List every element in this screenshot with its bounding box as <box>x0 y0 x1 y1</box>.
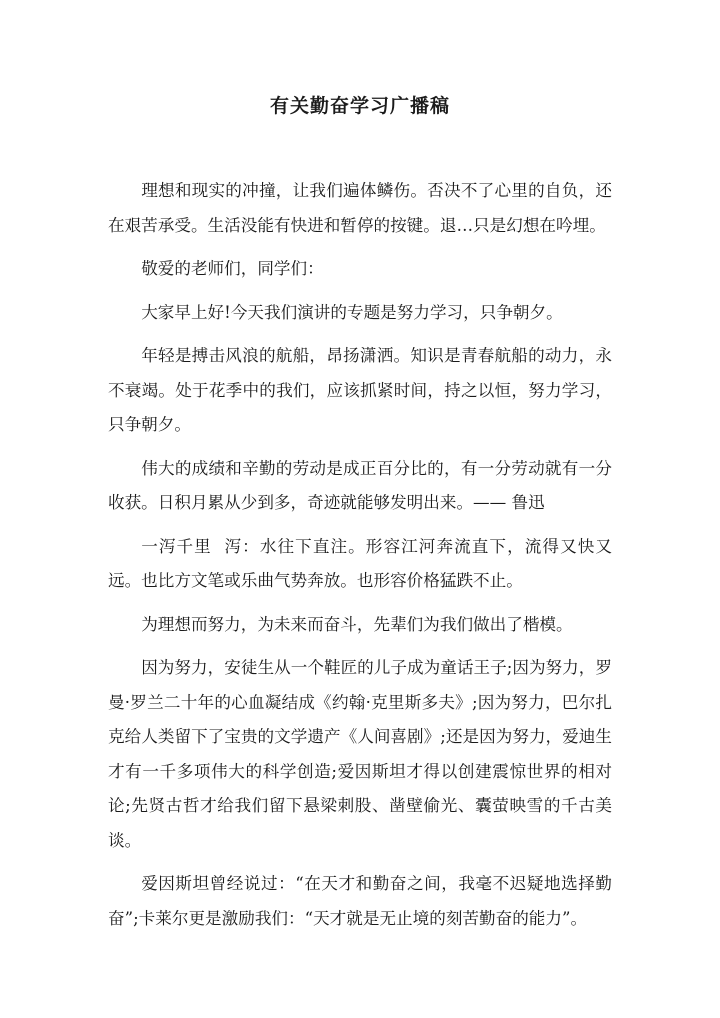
paragraph-4: 年轻是搏击风浪的航船，昂扬潇洒。知识是青春航船的动力，永不衰竭。处于花季中的我们，应该抓紧时间，持之以恒，努力学习，只争朝夕。 <box>108 346 612 434</box>
paragraph-3: 大家早上好!今天我们演讲的专题是努力学习，只争朝夕。 <box>141 302 563 322</box>
document-title: 有关勤奋学习广播稿 <box>269 95 450 117</box>
paragraph-6: 一泻千里 泻：水往下直注。形容江河奔流直下，流得又快又远。也比方文笔或乐曲气势奔放。也形容价格猛跌不止。 <box>108 536 612 590</box>
paragraph-5: 伟大的成绩和辛勤的劳动是成正百分比的，有一分劳动就有一分收获。日积月累从少到多，奇迹就能够发明出来。—— 鲁迅 <box>108 458 612 512</box>
paragraph-9: 爱因斯坦曾经说过：“在天才和勤奋之间，我毫不迟疑地选择勤奋”;卡莱尔更是激励我们：“天才就是无止境的刻苦勤奋的能力”。 <box>108 874 612 928</box>
paragraph-1: 理想和现实的冲撞，让我们遍体鳞伤。否决不了心里的自负，还在艰苦承受。生活没能有快进和暂停的按键。退…只是幻想在吟埋。 <box>108 181 612 235</box>
document-body <box>108 174 612 936</box>
document-page <box>108 0 612 945</box>
paragraph-2: 敬爱的老师们，同学们： <box>141 259 324 278</box>
paragraph-8: 因为努力，安徒生从一个鞋匠的儿子成为童话王子;因为努力，罗曼·罗兰二十年的心血凝结成《约翰·克里斯多夫》;因为努力，巴尔扎克给人类留下了宝贵的文学遗产《人间喜剧》;还是因为努力，爱迪生才有一千多项伟大的科学创造;爱因斯坦才得以创建震惊世界的相对论;先贤古哲才给我们留下悬梁刺股、凿壁偷光、囊萤映雪的千古美谈。 <box>108 658 612 850</box>
paragraph-7: 为理想而努力，为未来而奋斗，先辈们为我们做出了楷模。 <box>141 614 573 634</box>
